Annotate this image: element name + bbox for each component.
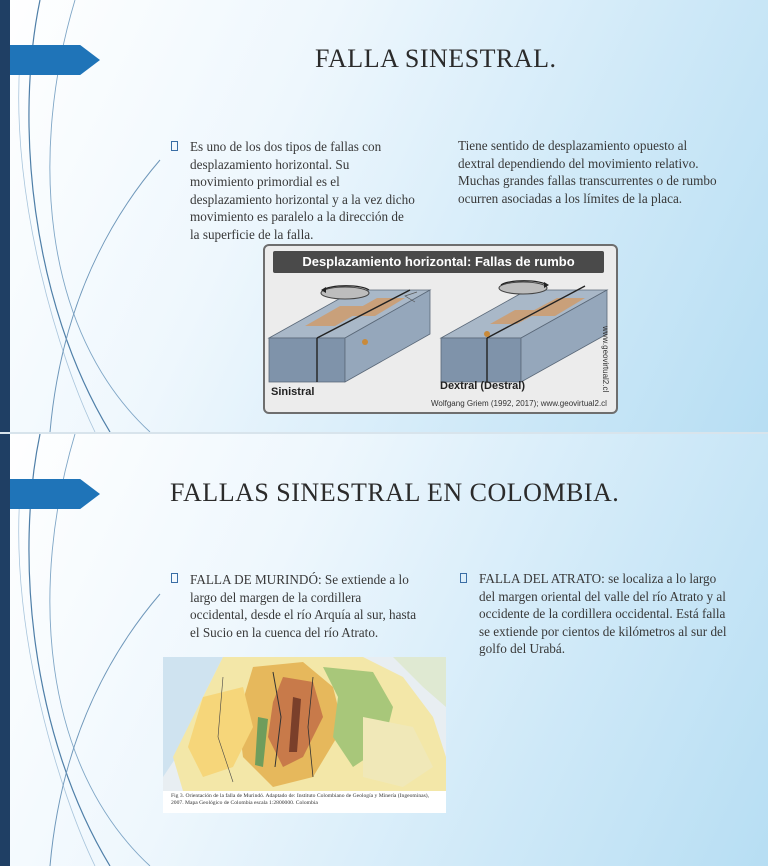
diagram-header: Desplazamiento horizontal: Fallas de rumbo xyxy=(273,251,604,273)
diagram-credit: Wolfgang Griem (1992, 2017); www.geovirtual2.cl xyxy=(431,399,607,408)
label-dextral: Dextral (Destral) xyxy=(440,380,525,392)
geological-map-figure xyxy=(163,657,446,813)
map-caption: Fig 3. Orientación de la falla de Murindó. Adaptado de: Instituto Colombiano de Geología y Minería (Ingeominas), 2007. Mapa Geológico de Colombia escala 1:2800000. Colombia xyxy=(171,793,430,806)
fault-diagram xyxy=(263,244,618,414)
slide-title: FALLAS SINESTRAL EN COLOMBIA. xyxy=(170,478,620,507)
right-paragraph: Tiene sentido de desplazamiento opuesto al dextral dependiendo del movimiento relativo. Muchas grandes fallas transcurrentes o de rumbo ocurren asociadas a los límites de la placa. xyxy=(458,138,717,206)
label-sinistral: Sinistral xyxy=(271,386,315,398)
left-accent-bar xyxy=(0,0,10,432)
geological-map-image xyxy=(163,657,446,791)
slide-1 xyxy=(0,0,768,432)
bullet-icon xyxy=(171,573,178,583)
left-paragraph: Es uno de los dos tipos de fallas con desplazamiento horizontal. Su movimiento primordial es el desplazamiento horizontal y a la vez dicho movimiento es paralelo a la dirección de la superficie de la falla. xyxy=(190,139,415,242)
bullet-icon xyxy=(460,573,467,583)
left-accent-bar xyxy=(0,434,10,866)
diagram-side-url: www.geovirtual2.cl xyxy=(601,326,610,393)
left-paragraph: FALLA DE MURINDÓ: Se extiende a lo largo del margen de la cordillera occidental, desde el río Arquía al sur, hasta el Sucio en la cuenca del río Atrato. xyxy=(190,572,417,640)
right-paragraph: FALLA DEL ATRATO: se localiza a lo largo del margen oriental del valle del río Atrato y al occidente de la cordillera occidental. Está falla se extiende por cientos de kilómetros al sur del golfo del Urabá. xyxy=(479,571,727,656)
bullet-icon xyxy=(171,141,178,151)
slide-title: FALLA SINESTRAL. xyxy=(315,44,557,73)
